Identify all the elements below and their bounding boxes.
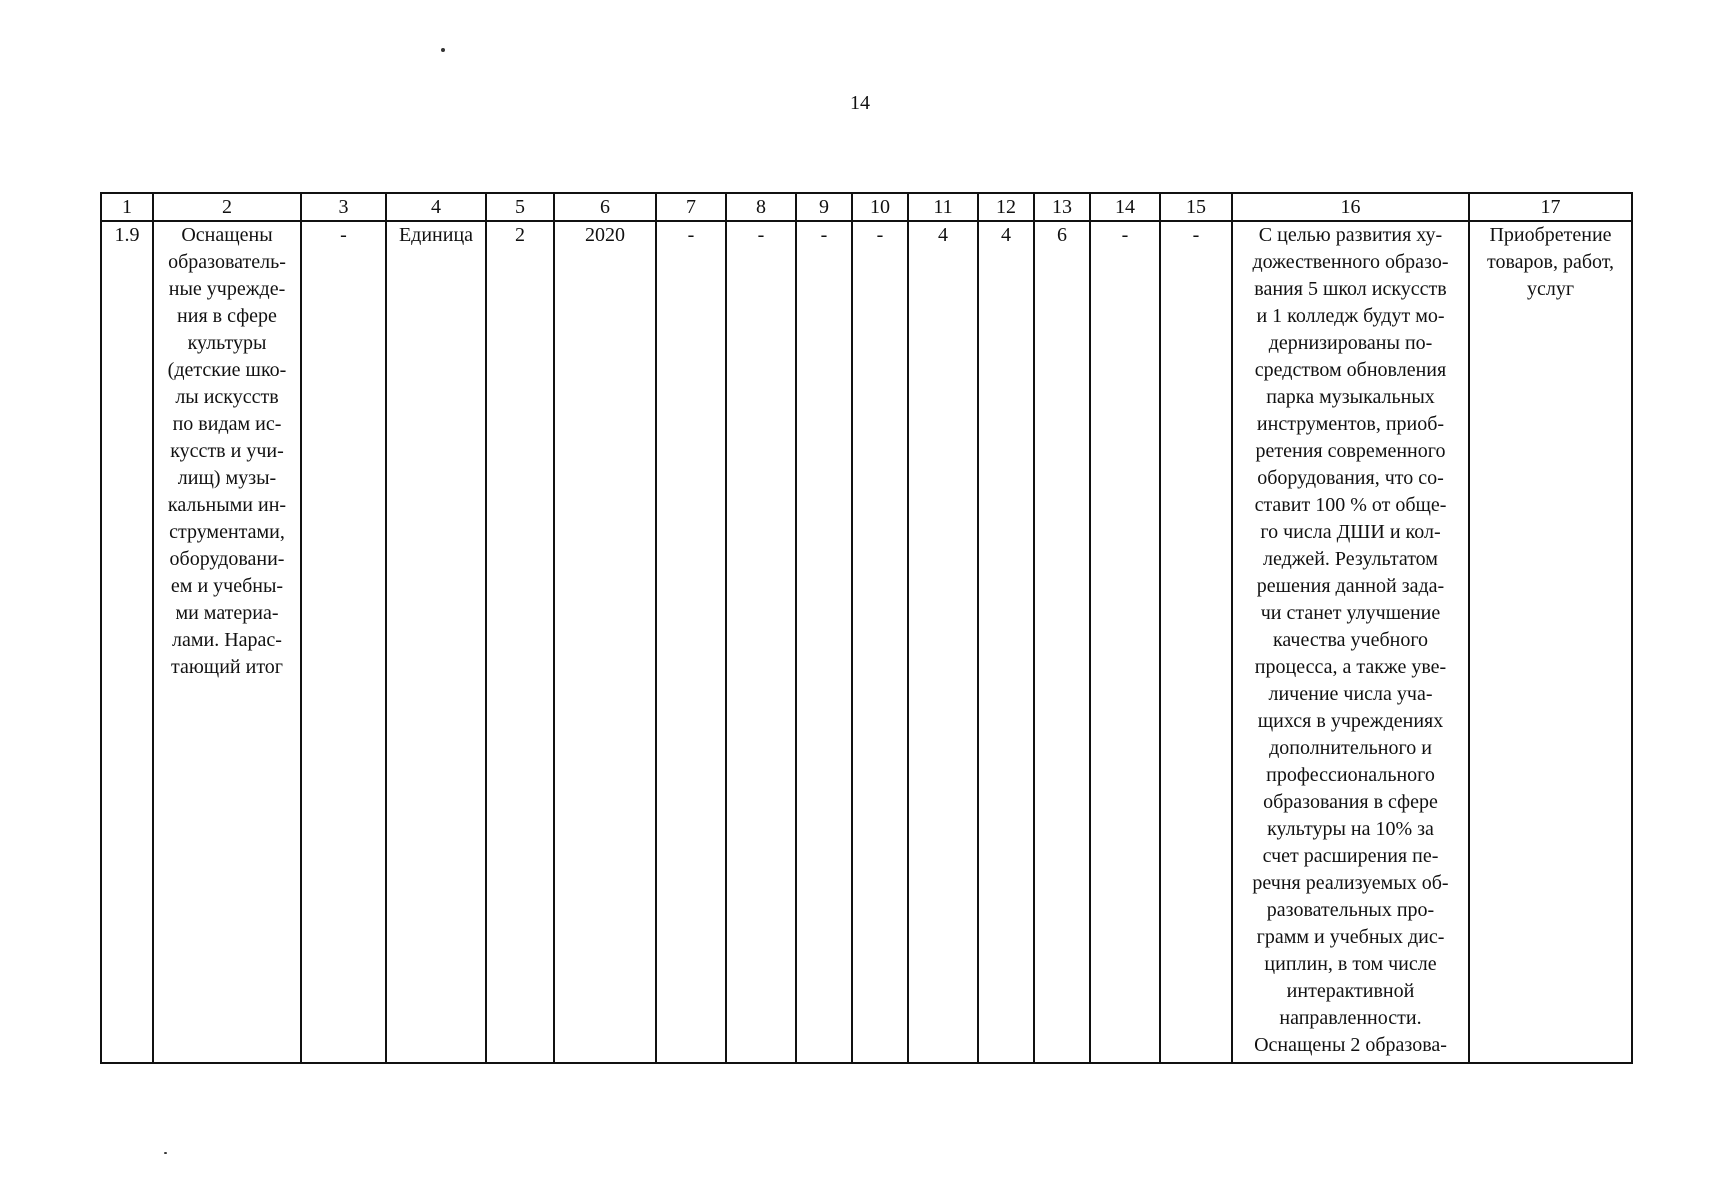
table-cell: - [656, 221, 726, 1063]
header-cell: 8 [726, 193, 796, 221]
table-cell: - [852, 221, 908, 1063]
table-cell: 4 [978, 221, 1034, 1063]
table-cell: - [1090, 221, 1160, 1063]
header-cell: 14 [1090, 193, 1160, 221]
header-cell: 4 [386, 193, 486, 221]
header-cell: 2 [153, 193, 301, 221]
table-cell: 4 [908, 221, 978, 1063]
header-cell: 5 [486, 193, 554, 221]
header-cell: 13 [1034, 193, 1090, 221]
header-cell: 1 [101, 193, 153, 221]
procurement-cell: Приобретение товаров, работ, услуг [1469, 221, 1632, 1063]
table-row [101, 221, 1632, 1063]
table-cell: 2 [486, 221, 554, 1063]
header-cell: 12 [978, 193, 1034, 221]
header-cell: 6 [554, 193, 656, 221]
header-cell: 10 [852, 193, 908, 221]
header-cell: 17 [1469, 193, 1632, 221]
table-cell: - [726, 221, 796, 1063]
scan-speck [441, 48, 445, 52]
header-cell: 16 [1232, 193, 1469, 221]
page-number: 14 [850, 92, 870, 114]
scan-speck [164, 1152, 167, 1154]
indicator-table [100, 192, 1633, 1064]
header-cell: 7 [656, 193, 726, 221]
table-cell: - [301, 221, 386, 1063]
header-cell: 11 [908, 193, 978, 221]
table-cell: - [796, 221, 852, 1063]
description-cell: С целью развития ху- дожественного образо- вания 5 школ искусств и 1 колледж будут мо- дернизированы по- средством обновления парка музыкальных инструментов, приоб- ретения современного оборудования, что со- ставит 100 % от обще- го числа ДШИ и кол- леджей. Результатом решения данной зада- чи станет улучшение качества учебного процесса, а также уве- личение числа уча- щихся в учреждениях дополнительного и профессионального образования в сфере культуры на 10% за счет расширения пе- речня реализуемых об- разовательных про- грамм и учебных дис- циплин, в том числе интерактивной направленности. Оснащены 2 образова- [1232, 221, 1469, 1063]
header-cell: 9 [796, 193, 852, 221]
indicator-name-cell: Оснащены образователь- ные учрежде- ния в сфере культуры (детские шко- лы искусств по видам ис- кусств и учи- лищ) музы- кальными ин- струментами, оборудовани- ем и учебны- ми материа- лами. Нарас- тающий итог [153, 221, 301, 1063]
row-number-cell: 1.9 [101, 221, 153, 1063]
table-header-row [101, 193, 1632, 221]
header-cell: 15 [1160, 193, 1232, 221]
table-cell: - [1160, 221, 1232, 1063]
year-cell: 2020 [554, 221, 656, 1063]
header-cell: 3 [301, 193, 386, 221]
table-cell: 6 [1034, 221, 1090, 1063]
unit-cell: Единица [386, 221, 486, 1063]
